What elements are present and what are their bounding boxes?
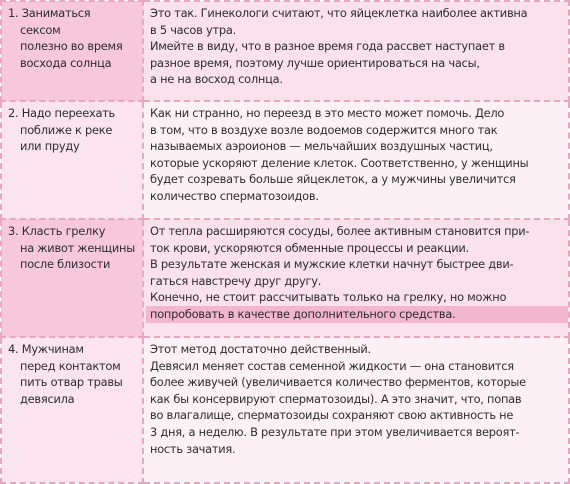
table-row [1,219,569,337]
tip-line: девясила [20,391,75,406]
description-cell [143,101,569,219]
description-line: называемых аэроионов — мельчайших воздушных частиц, [150,139,493,154]
description-line: попробовать в качестве дополнительного средства. [146,306,568,323]
description-line: ность зачатия. [150,441,236,456]
tip-cell [1,101,143,219]
table-row [1,337,569,483]
tip-cell [1,337,143,483]
description-line: 3 дня, а неделю. В результате при этом увеличивается вероят- [150,424,520,439]
description-line: гаться навстречу друг другу. [150,273,322,288]
description-line: В результате женская и мужские клетки начнут быстрее дви- [150,257,514,272]
description-line: как бы консервируют сперматозоиды). А это значит, что, попав [150,391,522,406]
tip-cell [1,1,143,101]
tip-line: 2. Надо переехать [8,106,116,120]
tip-line: 4. Мужчинам [8,342,84,356]
tip-line: перед контактом [20,358,121,373]
description-line: Этот метод достаточно действенный. [150,342,371,356]
table-row [1,101,569,219]
description-cell [143,219,569,337]
description-line: более живучей (увеличивается количество ферментов, которые [150,375,526,390]
tip-line: поближе к реке [20,122,113,137]
description-line: во влагалище, сперматозоиды сохраняют свою активность не [150,408,514,423]
tip-line: полезно во время [20,39,123,54]
tip-line: 1. Заниматься [8,6,91,20]
description-line: Девясил меняет состав семенной жидкости — она становится [150,358,514,373]
description-cell [143,1,569,101]
description-line: От тепла расширяются сосуды, более активным становится при- [150,224,530,238]
description-line: разное время, поэтому лучше ориентироваться на часы, [150,55,480,70]
tip-line: на живот женщины [20,240,135,255]
tip-line: пить отвар травы [20,375,123,390]
tip-cell [1,219,143,337]
tip-line: 3. Класть грелку [8,224,106,238]
description-cell [143,337,569,483]
description-line: ток крови, ускоряются обменные процессы и реакции. [150,240,469,255]
description-line: а не на восход солнца. [150,72,283,87]
tip-line: после близости [20,257,111,272]
tip-line: восхода солнца [20,55,112,70]
description-line: Это так. Гинекологи считают, что яйцеклетка наиболее активна [150,6,528,20]
table-row [1,1,569,101]
description-line: которые ускоряют деление клеток. Соответственно, у женщины [150,155,529,170]
description-line: Конечно, не стоит рассчитывать только на грелку, но можно [150,290,507,305]
description-line: Как ни странно, но переезд в это место может помочь. Дело [150,106,505,120]
description-line: будет созревать больше яйцеклеток, а у мужчины увеличится [150,172,516,187]
tip-line: сексом [20,22,61,37]
description-line: в 5 часов утра. [150,22,236,37]
tip-line: или пруду [20,139,80,154]
description-line: в том, что в воздухе возле водоемов содержится много так [150,122,498,137]
description-line: Имейте в виду, что в разное время года рассвет наступает в [150,39,505,54]
description-line: количество сперматозоидов. [150,188,319,203]
